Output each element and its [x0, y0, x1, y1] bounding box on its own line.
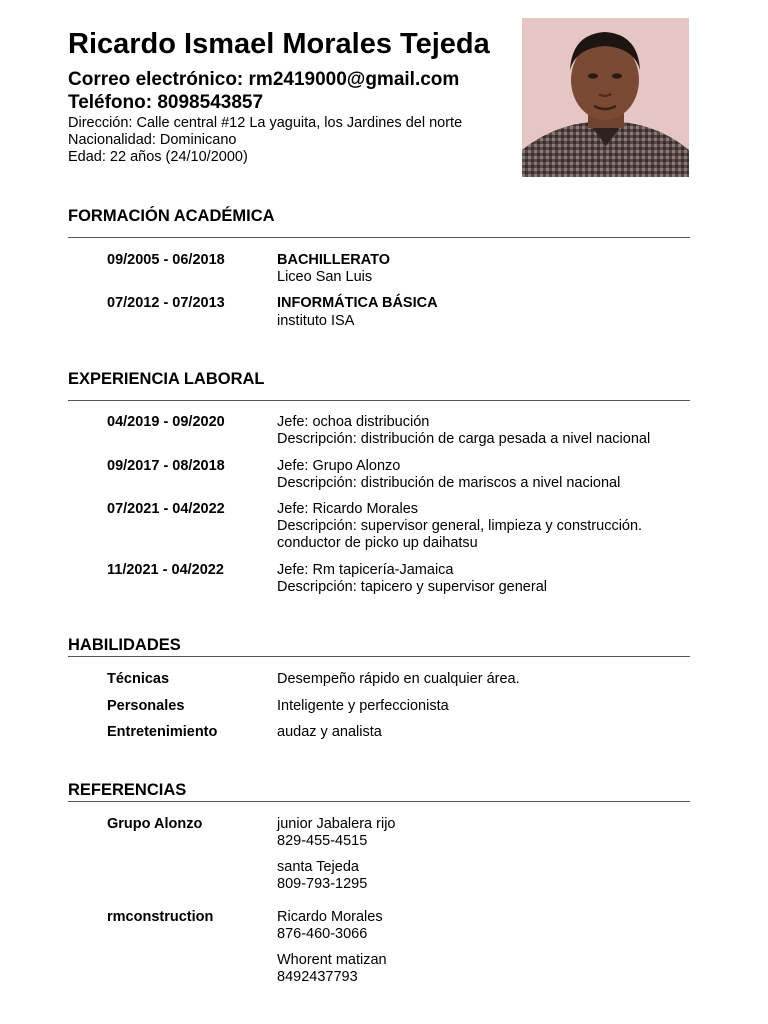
skills-section-title: HABILIDADES [68, 636, 181, 654]
references-divider [68, 801, 690, 802]
education-period: 07/2012 - 07/2013 [107, 295, 225, 311]
reference-contact-phone: 809-793-1295 [277, 876, 368, 892]
experience-period: 07/2021 - 04/2022 [107, 501, 225, 517]
experience-period: 11/2021 - 04/2022 [107, 562, 224, 578]
reference-contact-name: junior Jabalera rijo [277, 816, 396, 832]
experience-employer: Jefe: Rm tapicería-Jamaica [277, 562, 454, 578]
reference-contact-name: Whorent matizan [277, 952, 387, 968]
experience-description: conductor de picko up daihatsu [277, 535, 478, 551]
email-line: Correo electrónico: rm2419000@gmail.com [68, 69, 460, 90]
experience-section-title: EXPERIENCIA LABORAL [68, 370, 265, 388]
skill-value: Inteligente y perfeccionista [277, 698, 449, 714]
profile-photo-portrait [522, 18, 689, 177]
reference-contact-phone: 8492437793 [277, 969, 358, 985]
address-line: Dirección: Calle central #12 La yaguita, los Jardines del norte [68, 115, 463, 131]
skill-label: Técnicas [107, 671, 170, 687]
education-school: instituto ISA [277, 313, 355, 329]
references-section-title: REFERENCIAS [68, 781, 187, 799]
skill-label: Personales [107, 698, 185, 714]
education-divider [68, 237, 690, 238]
education-degree: INFORMÁTICA BÁSICA [277, 295, 438, 311]
experience-employer: Jefe: Grupo Alonzo [277, 458, 401, 474]
experience-description: Descripción: distribución de carga pesada a nivel nacional [277, 431, 651, 447]
reference-contact-phone: 876-460-3066 [277, 926, 368, 942]
skill-value: Desempeño rápido en cualquier área. [277, 671, 520, 687]
reference-contact-name: Ricardo Morales [277, 909, 383, 925]
nationality-line: Nacionalidad: Dominicano [68, 132, 237, 148]
experience-employer: Jefe: ochoa distribución [277, 414, 430, 430]
experience-period: 09/2017 - 08/2018 [107, 458, 225, 474]
age-line: Edad: 22 años (24/10/2000) [68, 149, 248, 165]
reference-contact-phone: 829-455-4515 [277, 833, 368, 849]
experience-divider [68, 400, 690, 401]
candidate-name: Ricardo Ismael Morales Tejeda [68, 28, 490, 60]
skills-divider [68, 656, 690, 657]
experience-description: Descripción: distribución de mariscos a nivel nacional [277, 475, 621, 491]
reference-company: Grupo Alonzo [107, 816, 203, 832]
profile-photo [522, 18, 689, 177]
experience-employer: Jefe: Ricardo Morales [277, 501, 419, 517]
education-degree: BACHILLERATO [277, 252, 391, 268]
experience-description: Descripción: tapicero y supervisor general [277, 579, 547, 595]
education-section-title: FORMACIÓN ACADÉMICA [68, 207, 275, 225]
experience-period: 04/2019 - 09/2020 [107, 414, 225, 430]
phone-line: Teléfono: 8098543857 [68, 92, 264, 113]
experience-description: Descripción: supervisor general, limpieza y construcción. [277, 518, 643, 534]
education-period: 09/2005 - 06/2018 [107, 252, 225, 268]
skill-label: Entretenimiento [107, 724, 218, 740]
education-school: Liceo San Luis [277, 269, 373, 285]
skill-value: audaz y analista [277, 724, 382, 740]
reference-company: rmconstruction [107, 909, 214, 925]
reference-contact-name: santa Tejeda [277, 859, 359, 875]
